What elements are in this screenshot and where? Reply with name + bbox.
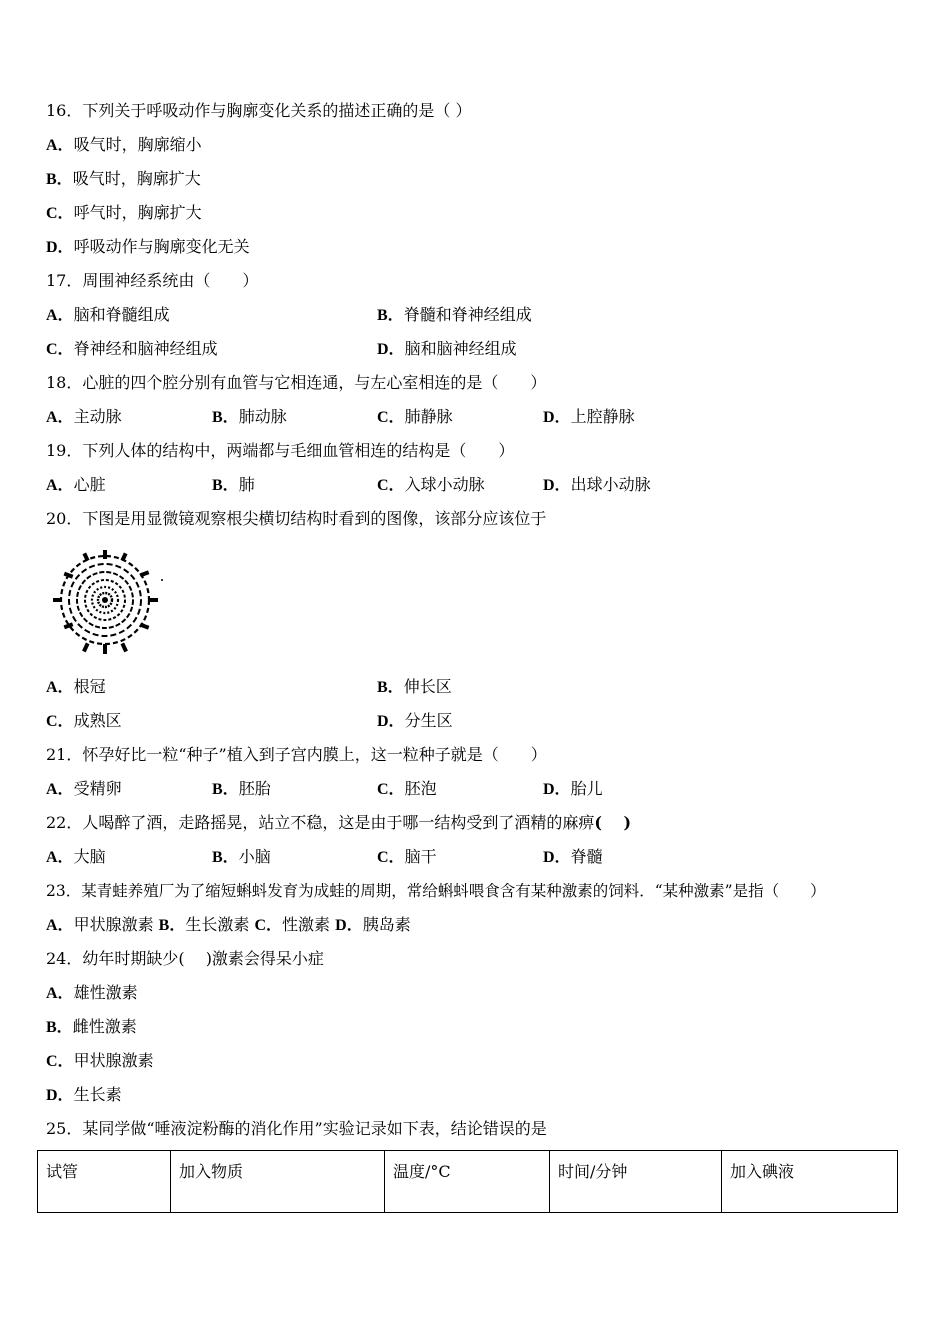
option-label: A． (46, 917, 74, 934)
q17-option-a (46, 304, 170, 326)
q21-option-c (377, 778, 437, 800)
option-label: C． (377, 781, 405, 798)
option-label: A． (46, 849, 74, 866)
q22-stem-text: 22．人喝醉了酒，走路摇晃，站立不稳，这是由于哪一结构受到了酒精的麻痹 (46, 813, 595, 832)
q22-stem (46, 812, 631, 834)
option-text: 脊髓和脊神经组成 (403, 305, 532, 324)
option-label: B． (377, 679, 404, 696)
option-text: 吸气时，胸廓扩大 (72, 169, 201, 188)
option-text: 生长素 (73, 1085, 122, 1104)
q18-option-c (377, 406, 453, 428)
option-label: D． (377, 341, 405, 358)
q22-option-d (543, 846, 603, 868)
q17-stem: 17．周围神经系统由（ ） (46, 271, 259, 290)
option-text: 小脑 (238, 847, 271, 866)
q21-stem: 21．怀孕好比一粒“种子”植入到子宫内膜上，这一粒种子就是（ ） (46, 745, 547, 764)
q20-option-b (377, 676, 452, 698)
option-label: B． (212, 477, 239, 494)
q20-option-c (46, 710, 122, 732)
q23-stem: 23．某青蛙养殖厂为了缩短蝌蚪发育为成蛙的周期，常给蝌蚪喂食含有某种激素的饲料．“某种激素”是指（ ） (46, 882, 826, 900)
q21-option-d (543, 778, 603, 800)
q18-option-a (46, 406, 122, 428)
root-cross-section-figure (50, 548, 170, 658)
option-text: 胚胎 (238, 779, 271, 798)
option-label: A． (46, 477, 74, 494)
option-label: D． (543, 849, 571, 866)
option-text: 生长激素 (185, 915, 250, 934)
option-label: D． (543, 477, 571, 494)
option-label: A． (46, 137, 74, 154)
option-text: 根冠 (73, 677, 106, 696)
option-text: 伸长区 (403, 677, 452, 696)
q17-option-d (377, 338, 517, 360)
option-text: 呼吸动作与胸廓变化无关 (73, 237, 250, 256)
option-text: 脊髓 (570, 847, 603, 866)
option-label: D． (335, 917, 363, 934)
table-header-cell: 试管 (38, 1151, 171, 1213)
option-label: A． (46, 409, 74, 426)
option-text: 胎儿 (570, 779, 603, 798)
q19-option-b (212, 474, 255, 496)
table-header-row (38, 1151, 898, 1213)
option-text: 脑干 (404, 847, 437, 866)
q17-option-c (46, 338, 218, 360)
option-text: 肺 (238, 475, 255, 494)
q24-option-a (46, 982, 138, 1004)
q21-option-a (46, 778, 122, 800)
root-cross-section-drawing (50, 548, 170, 658)
experiment-table (37, 1150, 898, 1213)
option-label: A． (46, 307, 74, 324)
option-text: 上腔静脉 (570, 407, 635, 426)
option-text: 脊神经和脑神经组成 (73, 339, 218, 358)
option-label: B． (46, 171, 73, 188)
option-label: C． (46, 713, 74, 730)
option-label: B． (158, 917, 186, 934)
q22-answer-bracket: ( ) (594, 813, 632, 832)
option-label: C． (377, 477, 405, 494)
q22-option-a (46, 846, 106, 868)
option-label: C． (46, 205, 74, 222)
option-text: 心脏 (73, 475, 106, 494)
q18-stem: 18．心脏的四个腔分别有血管与它相连通，与左心室相连的是（ ） (46, 373, 547, 392)
q19-option-d (543, 474, 651, 496)
option-label: B． (212, 849, 239, 866)
option-text: 分生区 (404, 711, 453, 730)
option-label: B． (212, 781, 239, 798)
q19-option-c (377, 474, 485, 496)
option-text: 主动脉 (73, 407, 122, 426)
option-text: 肺静脉 (404, 407, 453, 426)
q20-option-d (377, 710, 453, 732)
option-text: 呼气时，胸廓扩大 (73, 203, 202, 222)
option-label: B． (212, 409, 239, 426)
option-label: C． (254, 917, 283, 934)
option-text: 成熟区 (73, 711, 122, 730)
q20-option-a (46, 676, 106, 698)
option-label: C． (377, 849, 405, 866)
q18-option-b (212, 406, 287, 428)
option-text: 吸气时，胸廓缩小 (73, 135, 202, 154)
option-text: 胚泡 (404, 779, 437, 798)
option-label: C． (377, 409, 405, 426)
q25-stem: 25．某同学做“唾液淀粉酶的消化作用”实验记录如下表，结论错误的是 (46, 1119, 547, 1138)
q16-stem: 16．下列关于呼吸动作与胸廓变化关系的描述正确的是（ ） (46, 101, 472, 120)
option-label: C． (46, 341, 74, 358)
option-label: D． (543, 781, 571, 798)
q17-option-b (377, 304, 532, 326)
q22-option-b (212, 846, 271, 868)
q16-option-d (46, 236, 250, 258)
option-label: D． (377, 713, 405, 730)
option-text: 入球小动脉 (404, 475, 485, 494)
option-text: 大脑 (73, 847, 106, 866)
table-header-cell: 加入物质 (171, 1151, 385, 1213)
option-text: 出球小动脉 (570, 475, 651, 494)
option-text: 受精卵 (73, 779, 122, 798)
option-label: B． (46, 1019, 73, 1036)
q16-option-b (46, 168, 201, 190)
q20-stem: 20．下图是用显微镜观察根尖横切结构时看到的图像，该部分应该位于 (46, 509, 547, 528)
option-label: B． (377, 307, 404, 324)
option-label: A． (46, 985, 74, 1002)
q16-option-a (46, 134, 202, 156)
q19-stem: 19．下列人体的结构中，两端都与毛细血管相连的结构是（ ） (46, 441, 515, 460)
option-label: D． (46, 239, 74, 256)
q24-option-c (46, 1050, 154, 1072)
q22-option-c (377, 846, 437, 868)
option-label: D． (46, 1087, 74, 1104)
option-text: 肺动脉 (238, 407, 287, 426)
option-text: 性激素 (282, 915, 331, 934)
option-label: C． (46, 1053, 74, 1070)
option-text: 脑和脑神经组成 (404, 339, 517, 358)
table-header-cell: 加入碘液 (722, 1151, 898, 1213)
q24-option-d (46, 1084, 122, 1106)
q23-options (46, 914, 411, 936)
q24-stem: 24．幼年时期缺少( )激素会得呆小症 (46, 949, 324, 968)
option-text: 雌性激素 (72, 1017, 137, 1036)
option-label: A． (46, 781, 74, 798)
option-text: 胰岛素 (362, 915, 411, 934)
option-text: 雄性激素 (73, 983, 138, 1002)
q16-option-c (46, 202, 202, 224)
option-label: A． (46, 679, 74, 696)
option-label: D． (543, 409, 571, 426)
option-text: 甲状腺激素 (73, 1051, 154, 1070)
option-text: 甲状腺激素 (73, 915, 154, 934)
option-text: 脑和脊髓组成 (73, 305, 170, 324)
q18-option-d (543, 406, 635, 428)
q21-option-b (212, 778, 271, 800)
q19-option-a (46, 474, 106, 496)
table-header-cell: 时间/分钟 (550, 1151, 722, 1213)
q24-option-b (46, 1016, 137, 1038)
table-header-cell: 温度/°C (385, 1151, 550, 1213)
